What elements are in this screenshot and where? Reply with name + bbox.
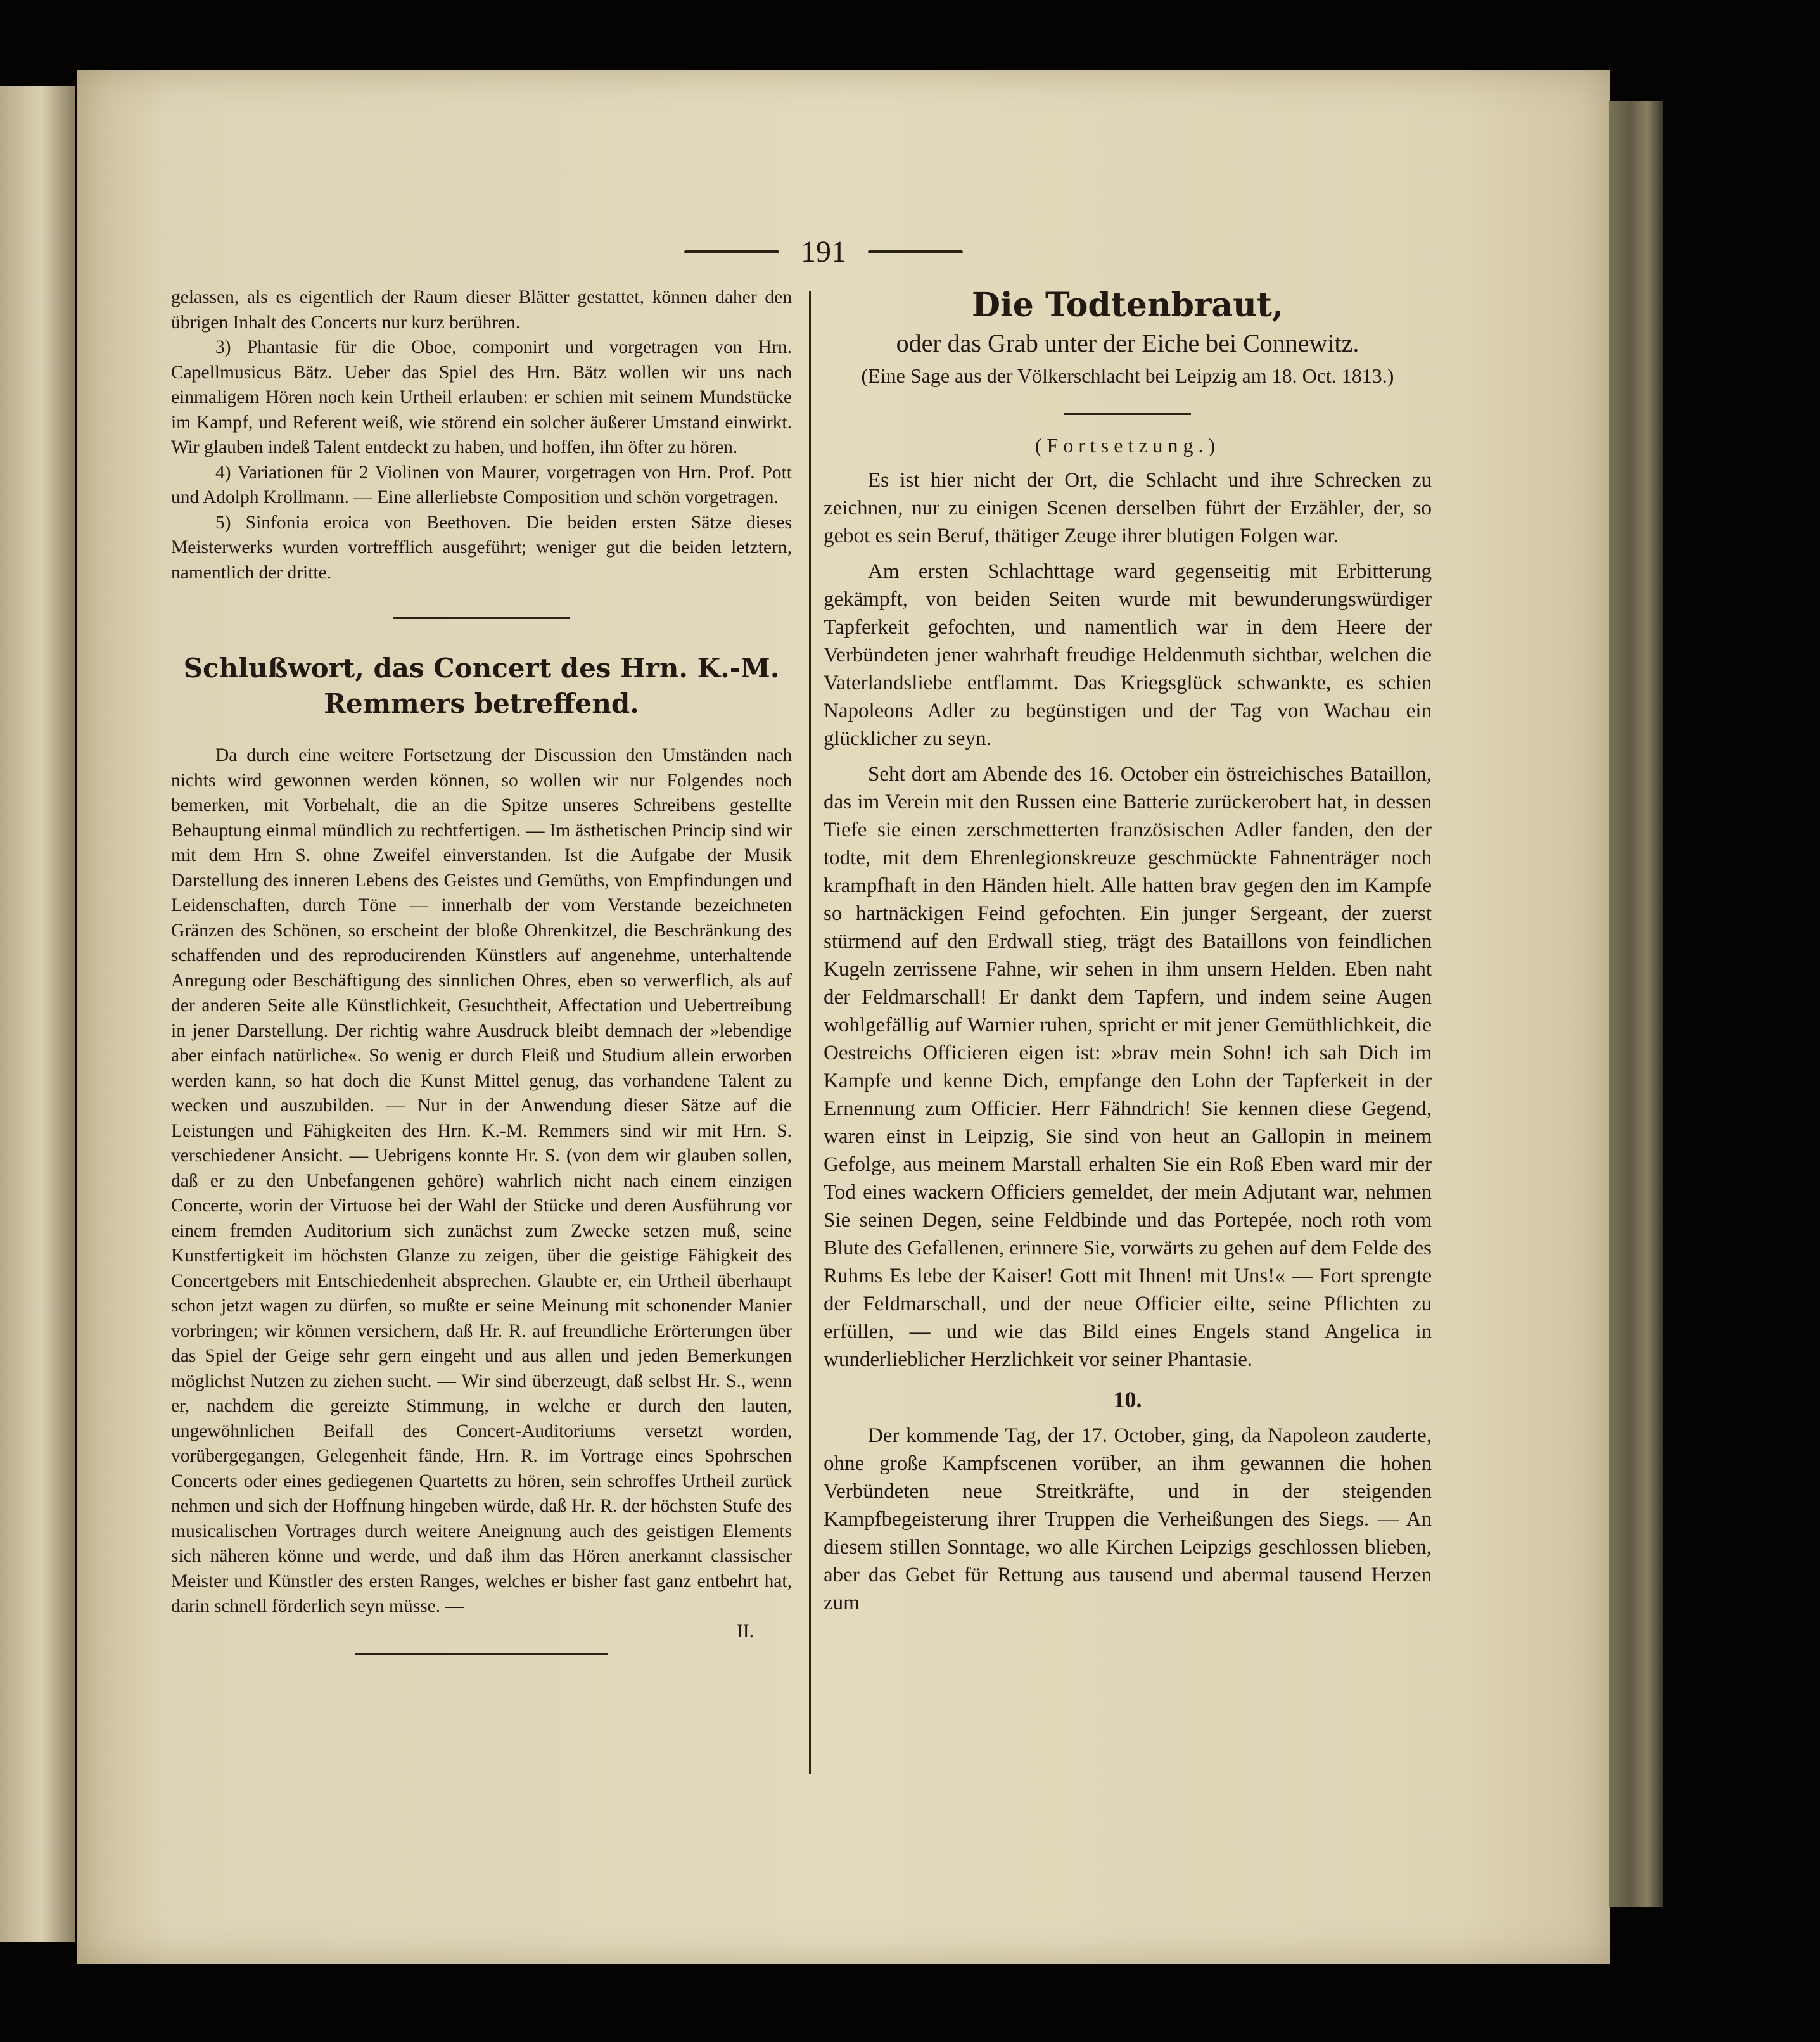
article-signature: II. [736,1621,754,1642]
story-subtitle-note: (Eine Sage aus der Völkerschlacht bei Leipzig am 18. Oct. 1813.) [861,364,1394,387]
facing-page-edge [0,86,75,1942]
story-body-continued [824,1422,1432,1617]
left-column [171,285,792,1655]
story-title: Die Todtenbraut, [971,286,1284,324]
review-item: 4) Variationen für 2 Violinen von Maurer, vorgetragen von Hrn. Prof. Pott und Adolph Krollmann. — Eine allerliebste Composition und schön vorgetragen. [171,462,792,507]
story-paragraph: Seht dort am Abende des 16. October ein östreichisches Bataillon, das im Verein mit den Russen eine Batterie zurückerobert hat, in dessen Tiefe sie einen zerschmetterten französischen Adler fanden, den der todte, mit dem Ehrenlegionskreuze geschmückte Fahnenträger noch krampfhaft in den Händen hielt. Alle hatten brav gegen den im Kampfe so hartnäckigen Feind gefochten. Ein junger Sergeant, der zuerst stürmend auf den Erdwall stieg, trägt des Bataillons von feindlichen Kugeln zerrissene Fahne, wir sehen in ihm unsern Helden. Eben naht der Feldmarschall! Er dankt dem Tapfern, und indem seine Augen wohlgefällig auf Warnier ruhen, spricht er mit jener Gemüthlichkeit, die Oestreichs Officieren eigen ist: »brav mein Sohn! ich sah Dich im Kampfe und kenne Dich, empfange den Lohn der Tapferkeit in der Ernennung zum Officier. Herr Fähndrich! Sie kennen diese Gegend, waren einst in Leipzig, Sie sind von heut an Gallopin in meinem Gefolge, aus meinem Marstall erhalten Sie ein Roß Eben ward mir der Tod eines wackern Officiers gemeldet, der mein Adjutant war, nehmen Sie seinen Degen, seine Feldbinde und das Portepée, noch roth vom Blute des Gefallenen, erinnere Sie, vorwärts zu gehen auf dem Felde des Ruhms Es lebe der Kaiser! Gott mit Ihnen! mit Uns!« — Fort sprengte der Feldmarschall, und der neue Officier eilte, seine Pflichten zu erfüllen, — und wie das Bild eines Engels stand Angelica in wunderlieblicher Herzlichkeit vor seiner Phantasie. [824,763,1432,1371]
column-divider [809,291,811,1774]
header-ornament-right [868,250,963,253]
section-rule [393,617,570,619]
concert-review-continuation [171,285,792,585]
article-title: Schlußwort, das Concert des Hrn. K.-M. Remmers betreffend. [183,653,780,719]
story-paragraph: Es ist hier nicht der Ort, die Schlacht und ihre Schrecken zu zeichnen, nur zu einigen Scenen derselben führt der Erzähler, der, so gebot es sein Beruf, thätiger Zeuge ihrer blutigen Folgen war. [824,469,1432,547]
header-ornament-left [684,250,779,253]
story-paragraph: Der kommende Tag, der 17. October, ging, da Napoleon zauderte, ohne große Kampfscenen vorüber, an ihm gewannen die hohen Verbündeten neue Streitkräfte, und in der steigenden Kampfbegeisterung ihrer Truppen die Verheißungen des Siegs. — An diesem stillen Sonntage, wo alle Kirchen Leipzigs geschlossen blieben, aber das Gebet für Rettung aus tausend und abermal tausend Herzen zum [824,1424,1432,1614]
story-body [824,466,1432,1374]
section-number: 10. [1113,1387,1142,1412]
review-paragraph: gelassen, als es eigentlich der Raum dieser Blätter gestattet, können daher den übrigen Inhalt des Concerts nur kurz berühren. [171,287,792,333]
book-block-edge [1609,101,1663,1907]
review-item: 3) Phantasie für die Oboe, componirt und vorgetragen von Hrn. Capellmusicus Bätz. Ueber das Spiel des Hrn. Bätz wollen wir uns nach einmaligem Hören noch kein Urtheil erlauben: er schien mit seinem Mundstücke im Kampf, und Referent weiß, wie störend ein solcher äußerer Umstand einwirkt. Wir glauben indeß Talent entdeckt zu haben, und hoffen, ihn öfter zu hören. [171,337,792,457]
title-rule [1064,413,1191,415]
continuation-label: (Fortsetzung.) [1034,434,1221,457]
end-rule [355,1653,608,1655]
story-paragraph: Am ersten Schlachttage ward gegenseitig mit Erbitterung gekämpft, von beiden Seiten wurde mit bewunderungswürdiger Tapferkeit gefochten, und namentlich war in dem Heere der Verbündeten jener wahrhaft freudige Heldenmuth sichtbar, welchen die Vaterlandsliebe entflammt. Das Kriegsglück schwankte, es schien Napoleons Adler zu begünstigen und der Tag von Wachau ein glücklicher zu seyn. [824,560,1432,750]
right-column [824,285,1432,1617]
article-body [171,743,792,1644]
review-item: 5) Sinfonia eroica von Beethoven. Die beiden ersten Sätze dieses Meisterwerks wurden vortrefflich ausgeführt; weniger gut die beiden letztern, namentlich der dritte. [171,512,792,583]
story-subtitle: oder das Grab unter der Eiche bei Connewitz. [896,329,1359,357]
page-number: 191 [801,235,846,269]
article-paragraph: Da durch eine weitere Fortsetzung der Discussion den Umständen nach nichts wird gewonnen werden können, so wollen wir nur Folgendes noch bemerken, mit Vorbehalt, die an die Spitze unseres Schreibens gestellte Behauptung einmal mündlich zu rechtfertigen. — Im ästhetischen Princip sind wir mit dem Hrn S. ohne Zweifel einverstanden. Ist die Aufgabe der Musik Darstellung des inneren Lebens des Geistes und Gemüths, von Empfindungen und Leidenschaften, durch Töne — innerhalb der vom Verstande bezeichneten Gränzen des Schönen, so erscheint der bloße Ohrenkitzel, die Beschränkung des schaffenden und des reproducirenden Künstlers auf angenehme, unterhaltende Anregung oder Beschäftigung des sinnlichen Ohres, eben so verwerflich, als auf der anderen Seite alle Künstlichkeit, Gesuchtheit, Affectation und Uebertreibung in jener Darstellung. Der richtig wahre Ausdruck bleibt demnach der »lebendige aber einfach natürliche«. So wenig er durch Fleiß und Studium allein erworben werden kann, so hat doch die Kunst Mittel genug, das vorhandene Talent zu wecken und auszubilden. — Nur in der Anwendung dieser Sätze auf die Leistungen und Fähigkeiten des Hrn. K.-M. Remmers sind wir mit Hrn. S. verschiedener Ansicht. — Uebrigens konnte Hr. S. (von dem wir glauben sollen, daß er zu den Unbefangenen gehöre) wahrlich nicht nach einem einzigen Concerte, worin der Virtuose bei der Wahl der Stücke und deren Ausführung vor einem fremden Auditorium sich zunächst zum Zwecke setzen muß, seine Kunstfertigkeit im höchsten Glanze zu zeigen, über die geistige Fähigkeit des Concertgebers mit Entschiedenheit absprechen. Glaubte er, ein Urtheil überhaupt schon jetzt wagen zu dürfen, so mußte er seine Meinung mit schonender Manier vorbringen; wir können versichern, daß Hr. R. auf freundliche Erörterungen über das Spiel der Geige sehr gern eingeht und aus allen und jeden Bemerkungen möglichst Nutzen zu ziehen sucht. — Wir sind überzeugt, daß selbst Hr. S., wenn er, nachdem die gereizte Stimmung, in welche er durch den lauten, ungewöhnlichen Beifall des Concert-Auditoriums versetzt worden, vorübergegangen, Gelegenheit fände, Hrn. R. im Vortrage eines Spohrschen Concerts oder eines gediegenen Quartetts zu hören, sein schroffes Urtheil zurück nehmen und sich der Hoffnung hingeben würde, daß Hr. R. der höchsten Stufe des musicalischen Vortrages durch weitere Aneignung auch des geistigen Elements sich näheren könne und werde, und daß ihm das Hören anerkannt classischer Meister und Künstler des ersten Ranges, welches er bisher fast ganz entbehrt hat, darin schnell förderlich seyn müsse. — [171,745,792,1616]
